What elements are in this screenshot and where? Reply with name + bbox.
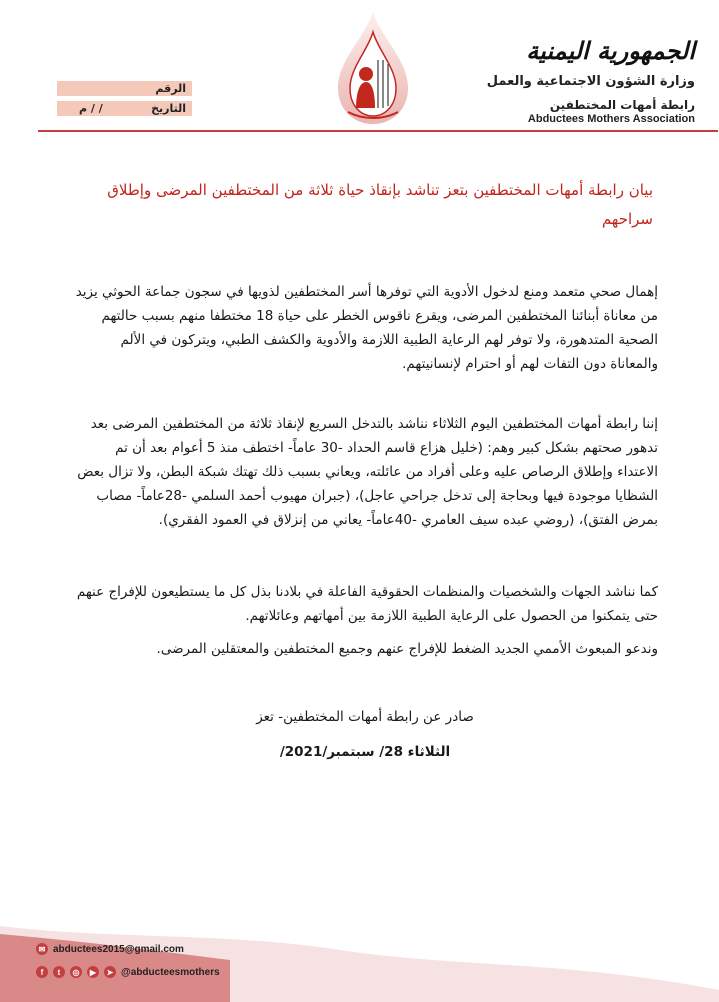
footer-social[interactable]: [36, 966, 220, 978]
association-logo-icon: [328, 8, 418, 128]
footer-social-handle: @abducteesmothers: [121, 966, 220, 978]
reference-date-placeholder: / / م: [79, 102, 103, 115]
paragraph-3: كما نناشد الجهات والشخصيات والمنظمات الحقوقية الفاعلة في بلادنا بذل كل ما يستطيعون للإفراج عنهم حتى يتمكنوا من الحصول على الرعاية الطبية اللازمة بين أمهاتهم وعائلاتهم.: [76, 584, 658, 624]
twitter-icon: t: [53, 966, 65, 978]
paragraph-1: إهمال صحي متعمد ومنع لدخول الأدوية التي توفرها أسر المختطفين لذويها في سجون جماعة الحوثي يزيد من معاناة أبنائنا المختطفين المرضى، ويقرع ناقوس الخطر على حياة 18 مختطفا منهم بسبب حالتهم الصحية المتدهورة، ولا توفر لهم الرعاية الطبية اللازمة والأدوية والكشف الطبي، ويتركون في الألم والمعاناة دون التفات لهم أو احترام لإنسانيتهم.: [75, 284, 658, 372]
instagram-icon: ◎: [70, 966, 82, 978]
footer-wave: [0, 920, 719, 1002]
association-name-arabic: رابطة أمهات المختطفين: [549, 98, 695, 112]
email-icon: ✉: [36, 943, 48, 955]
reference-number-label: الرقم: [155, 82, 186, 95]
republic-title: الجمهورية اليمنية: [526, 36, 695, 65]
paragraph-4: وندعو المبعوث الأممي الجديد الضغط للإفراج عنهم وجميع المختطفين والمعتقلين المرضى.: [156, 641, 658, 657]
ministry-name: وزارة الشؤون الاجتماعية والعمل: [486, 74, 695, 89]
paragraph-2: إننا رابطة أمهات المختطفين اليوم الثلاثاء نناشد بالتدخل السريع لإنقاذ ثلاثة من المختطفين المرضى بعد تدهور صحتهم بشكل كبير وهم: (خليل هزاع قاسم الحداد -30 عاماً- اختطف منذ 5 أعوام بعد أن تم الاعتداء وإطلاق الرصاص عليه وعلى أفراد من عائلته، ويعاني بسبب ذلك تهتك شبكة البطن، ولا تزال بعض الشظايا موجودة فيها وبحاجة إلى تدخل جراحي عاجل)، (جبران مهيوب أحمد السلمي -28عاماً- مصاب بمرض الفتق)، (روضي عبده سيف العامري -40عاماً- يعاني من إنزلاق في العمود الفقري).: [77, 416, 658, 528]
letterhead: [0, 0, 719, 140]
signoff-date: الثلاثاء 28/ سبتمبر/2021/: [279, 744, 451, 760]
reference-number-field: [57, 81, 192, 96]
signoff: صادر عن رابطة أمهات المختطفين- تعز: [256, 709, 474, 725]
footer-email-text: abductees2015@gmail.com: [53, 943, 184, 955]
youtube-icon: ▶: [87, 966, 99, 978]
facebook-icon: f: [36, 966, 48, 978]
association-name-english: Abductees Mothers Association: [527, 113, 695, 125]
footer-email[interactable]: [36, 943, 184, 955]
reference-date-label: التاريخ: [151, 102, 186, 115]
document-title: بيان رابطة أمهات المختطفين بتعز تناشد بإنقاذ حياة ثلاثة من المختطفين المرضى وإطلاق سراحهم: [107, 181, 653, 228]
telegram-icon: ➤: [104, 966, 116, 978]
header-divider: [38, 130, 718, 132]
reference-date-field: [57, 101, 192, 116]
